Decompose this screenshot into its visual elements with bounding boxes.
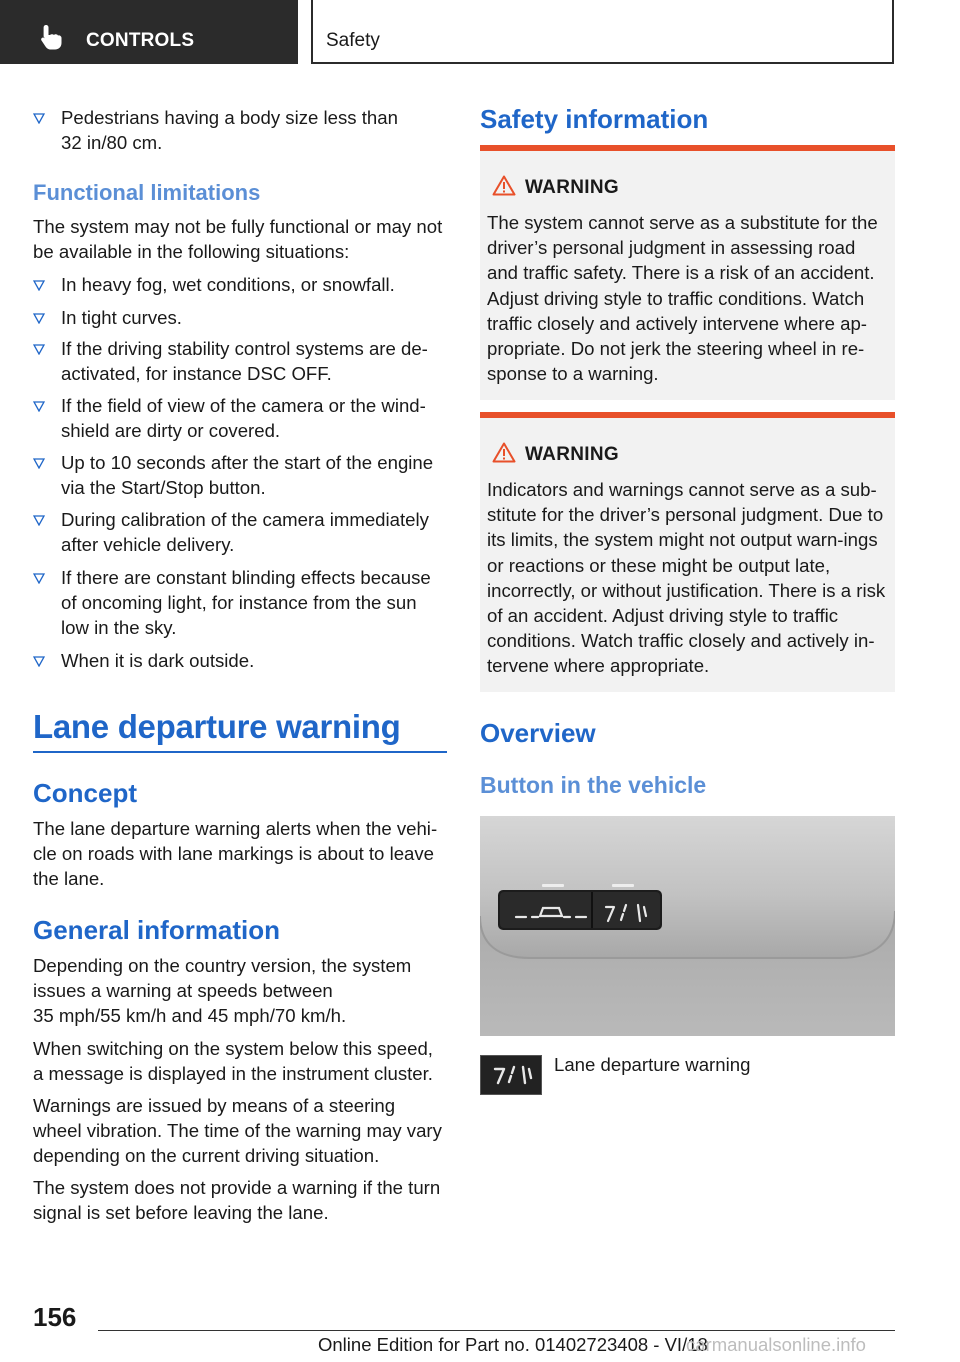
warning-text: Indicators and warnings cannot serve as a sub-stitute for the driver’s personal judgment. Due to its limits, the system might not output warn-ings or reactions or these might be output late, incorrectly, or without justification. There is a risk of an accident. Adjust driving style to traffic conditions. Watch traffic closely and actively in-tervene where appropriate. [487, 479, 886, 677]
button-panel-illustration [480, 816, 895, 1036]
concept-text: The lane departure warning alerts when the vehi-cle on roads with lane markings is about to leave the lane. [33, 818, 438, 889]
list-item: If there are constant blinding effects because of oncoming light, for instance from the sun low in the sky. [33, 565, 447, 640]
general-information-heading: General information [33, 915, 281, 945]
general-paragraph: Depending on the country version, the system issues a warning at speeds between 35 mph/55 km/h and 45 mph/70 km/h. [33, 955, 412, 1026]
warning-label: WARNING [525, 177, 619, 198]
title-underline [33, 751, 447, 753]
safety-information-heading: Safety information [480, 104, 709, 134]
footer-watermark: carmanualsonline.info [686, 1334, 866, 1355]
chapter-label: CONTROLS [86, 30, 195, 51]
vehicle-button-photo [480, 816, 895, 1036]
list-item: During calibration of the camera immediately after vehicle delivery. [33, 507, 447, 557]
warning-triangle-icon [492, 175, 516, 196]
warning-box [480, 412, 895, 692]
header-chapter-tab[interactable] [0, 0, 298, 64]
overview-heading: Overview [480, 718, 596, 748]
general-paragraph: Warnings are issued by means of a steering wheel vibration. The time of the warning may vary depending on the current driving situation. [33, 1095, 442, 1166]
list-item: In tight curves. [33, 305, 447, 330]
page-number: 156 [33, 1302, 77, 1332]
functional-limitations-heading: Functional limitations [33, 180, 261, 205]
lane-departure-title: Lane departure warning [33, 708, 401, 745]
button-in-vehicle-heading: Button in the vehicle [480, 772, 707, 798]
footer-divider [98, 1330, 895, 1331]
footer-edition-text: Online Edition for Part no. 01402723408 - VI/18 [318, 1334, 708, 1355]
lane-departure-button-icon [480, 1055, 542, 1095]
functional-limitations-intro: The system may not be fully functional or may not be available in the following situations: [33, 216, 443, 262]
list-item: If the driving stability control systems are de-activated, for instance DSC OFF. [33, 336, 447, 386]
button-caption: Lane departure warning [554, 1054, 751, 1075]
list-item: In heavy fog, wet conditions, or snowfall. [33, 272, 447, 297]
general-paragraph: When switching on the system below this speed, a message is displayed in the instrument cluster. [33, 1038, 433, 1084]
list-item: Pedestrians having a body size less than 32 in/80 cm. [33, 105, 447, 155]
warning-triangle-icon [492, 442, 516, 463]
list-item: If the field of view of the camera or the wind-shield are dirty or covered. [33, 393, 447, 443]
warning-label: WARNING [525, 444, 619, 465]
list-item: When it is dark outside. [33, 648, 447, 673]
header-section-title [311, 0, 894, 64]
general-paragraph: The system does not provide a warning if the turn signal is set before leaving the lane. [33, 1177, 441, 1223]
hand-pointer-icon [40, 24, 64, 50]
list-item: Up to 10 seconds after the start of the engine via the Start/Stop button. [33, 450, 447, 500]
warning-box [480, 145, 895, 400]
concept-heading: Concept [33, 778, 137, 808]
warning-text: The system cannot serve as a substitute for the driver’s personal judgment in assessing road and traffic safety. There is a risk of an accident. Adjust driving style to traffic conditions. Watch traffic closely and actively intervene where ap-propriate. Do not jerk the steering wheel in re-sponse to a warning. [487, 212, 878, 385]
section-label: Safety [326, 30, 380, 51]
